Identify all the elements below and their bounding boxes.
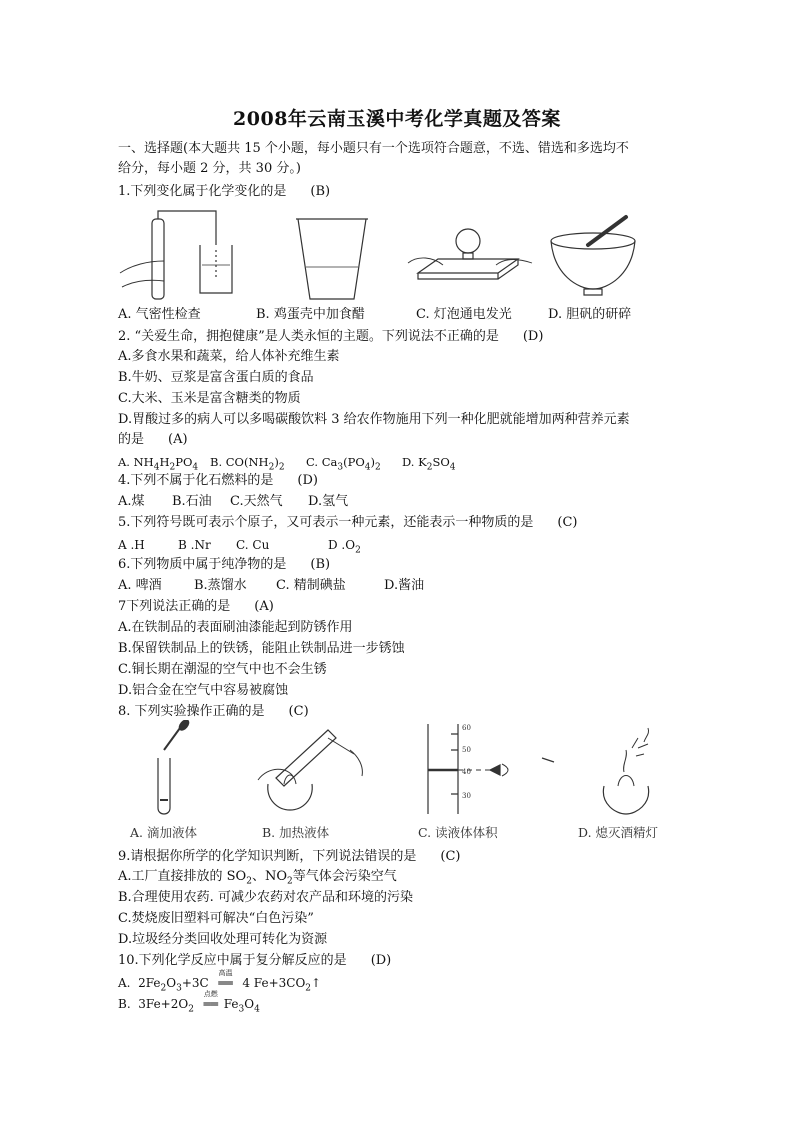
q6-option-a: A. 啤酒 bbox=[118, 578, 162, 593]
q10-stem: 10.下列化学反应中属于复分解反应的是 (D) bbox=[118, 953, 392, 968]
q5-stem: 5.下列符号既可表示个原子，又可表示一种元素，还能表示一种物质的是 (C) bbox=[118, 515, 578, 530]
q3-option-a: A. $NH_4H_2PO_4$ bbox=[118, 455, 199, 473]
q7-option-a: A.在铁制品的表面刷油漆能起到防锈作用 bbox=[118, 620, 353, 635]
q8-scale-60: 60 bbox=[462, 724, 471, 732]
q2-option-c: C.大米、玉米是富含糖类的物质 bbox=[118, 391, 301, 406]
q3-answer: (A) bbox=[168, 432, 188, 447]
q1-stem: 1.下列变化属于化学变化的是 (B) bbox=[118, 184, 331, 199]
q6-option-d: D.酱油 bbox=[384, 578, 425, 593]
intro-line-2: 给分，每小题 2 分，共 30 分。) bbox=[118, 161, 301, 176]
q9-stem: 9.请根据你所学的化学知识判断，下列说法错误的是 (C) bbox=[118, 849, 461, 864]
q8-answer: (C) bbox=[288, 704, 309, 719]
q8-fig-b bbox=[258, 730, 362, 810]
q1-option-b: B. 鸡蛋壳中加食醋 bbox=[256, 307, 365, 322]
q3-stem: 的是 (A) bbox=[118, 432, 188, 447]
q5-answer: (C) bbox=[557, 515, 578, 530]
q7-answer: (A) bbox=[254, 599, 274, 614]
q9-option-c: C.焚烧废旧塑料可解决“白色污染” bbox=[118, 911, 314, 926]
q9-answer: (C) bbox=[440, 849, 461, 864]
q1-option-a: A. 气密性检查 bbox=[118, 307, 201, 322]
q3-option-d: D. $K_2SO_4$ bbox=[402, 455, 456, 473]
q2-stem: 2. “关爱生命，拥抱健康”是人类永恒的主题。下列说法不正确的是 (D) bbox=[118, 329, 544, 344]
q3-option-b: B. $CO(NH_2)_2$ bbox=[210, 455, 285, 473]
q8-fig-d bbox=[603, 728, 648, 814]
q7-option-c: C.铜长期在潮湿的空气中也不会生锈 bbox=[118, 662, 327, 677]
q10-answer: (D) bbox=[370, 953, 392, 968]
q8-option-d: D. 熄灭酒精灯 bbox=[578, 825, 659, 840]
q10-option-a: A. $2Fe_2O_3+3C$ 高温 ══ 4 $Fe+3CO_2↑$ bbox=[118, 969, 322, 994]
q8-option-c: C. 读液体体积 bbox=[418, 825, 498, 840]
q5-option-d: D $.O_2$ bbox=[328, 538, 361, 556]
q8-scale-50: 50 bbox=[462, 746, 471, 754]
q8-figure bbox=[118, 720, 678, 820]
q2-option-d: D.胃酸过多的病人可以多喝碳酸饮料 3 给农作物施用下列一种化肥就能增加两种营养元素 bbox=[118, 412, 630, 427]
q8-fig-a bbox=[158, 720, 191, 814]
q4-option-d: D.氢气 bbox=[308, 494, 349, 509]
q9-option-d: D.垃圾经分类回收处理可转化为资源 bbox=[118, 932, 328, 947]
page-title: 2008年云南玉溪中考化学真题及答案 bbox=[233, 108, 561, 130]
q9-option-a: A.工厂直接排放的 $SO_2$、$NO_2$等气体会污染空气 bbox=[118, 869, 397, 887]
q4-options bbox=[118, 493, 348, 511]
q5-option-c: C. Cu bbox=[236, 538, 270, 552]
q2-answer: (D) bbox=[522, 329, 544, 344]
q1-option-c: C. 灯泡通电发光 bbox=[416, 307, 512, 322]
q8-stem: 8. 下列实验操作正确的是 (C) bbox=[118, 704, 309, 719]
q1-fig-c bbox=[408, 229, 532, 279]
q6-stem: 6.下列物质中属于纯净物的是 (B) bbox=[118, 557, 331, 572]
q5-option-a: A .H bbox=[118, 538, 145, 552]
q6-option-c: C. 精制碘盐 bbox=[276, 578, 346, 593]
q8-fig-c bbox=[428, 724, 554, 814]
q1-options bbox=[118, 306, 631, 324]
q4-option-b: B.石油 bbox=[172, 494, 212, 509]
q10-option-b: B. $3Fe+2O_2$ 点燃 ══ $Fe_3O_4$ bbox=[118, 990, 260, 1015]
q8-option-a: A. 滴加液体 bbox=[130, 825, 197, 840]
q1-option-d: D. 胆矾的研碎 bbox=[548, 307, 632, 322]
q8-scale-40: 40 bbox=[462, 768, 471, 776]
q1-fig-b bbox=[296, 219, 368, 299]
q6-options bbox=[118, 577, 424, 595]
q9-option-b: B.合理使用农药. 可减少农药对农产品和环境的污染 bbox=[118, 890, 413, 905]
q6-answer: (B) bbox=[310, 557, 331, 572]
q1-fig-d bbox=[551, 217, 635, 295]
q5-option-b: B .Nr bbox=[178, 538, 211, 552]
intro-line-1: 一、选择题(本大题共 15 个小题，每小题只有一个选项符合题意，不选、错选和多选均不 bbox=[118, 141, 629, 156]
q1-fig-a bbox=[120, 211, 232, 299]
q1-answer: (B) bbox=[310, 184, 331, 199]
q4-option-c: C.天然气 bbox=[230, 494, 283, 509]
q4-option-a: A.煤 bbox=[118, 494, 145, 509]
q2-option-a: A.多食水果和蔬菜，给人体补充维生素 bbox=[118, 349, 340, 364]
q2-option-b: B.牛奶、豆浆是富含蛋白质的食品 bbox=[118, 370, 314, 385]
q3-option-c: C. $Ca_3(PO_4)_2$ bbox=[306, 455, 381, 473]
q7-option-d: D.铝合金在空气中容易被腐蚀 bbox=[118, 683, 289, 698]
q8-scale-30: 30 bbox=[462, 792, 471, 800]
q6-option-b: B.蒸馏水 bbox=[194, 578, 247, 593]
q7-option-b: B.保留铁制品上的铁锈，能阻止铁制品进一步锈蚀 bbox=[118, 641, 405, 656]
q8-option-b: B. 加热液体 bbox=[262, 825, 330, 840]
q1-figure bbox=[118, 205, 658, 305]
q4-stem: 4.下列不属于化石燃料的是 (D) bbox=[118, 473, 318, 488]
q7-stem: 7下列说法正确的是 (A) bbox=[118, 599, 274, 614]
q4-answer: (D) bbox=[297, 473, 318, 488]
